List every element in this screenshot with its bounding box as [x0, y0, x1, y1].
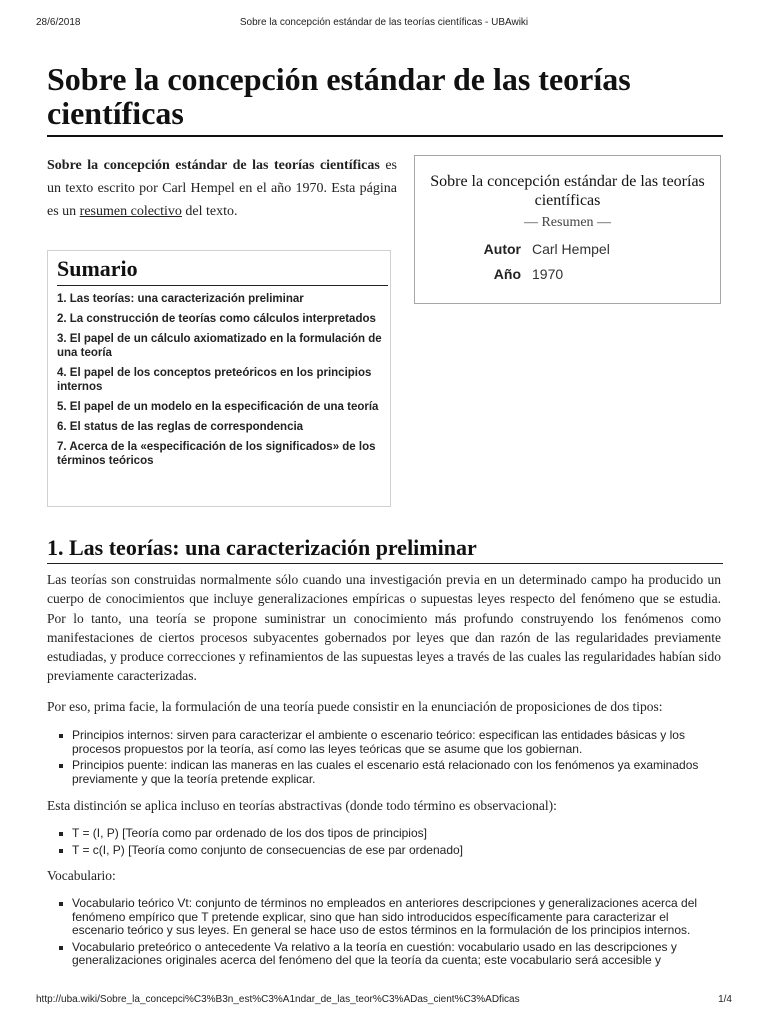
- toc-item[interactable]: 4. El papel de los conceptos preteóricos en los principios internos: [57, 367, 372, 393]
- list-item: Vocabulario preteórico o antecedente Va relativo a la teoría en cuestión: vocabulario usado en las descripciones y generalizaciones originales acerca del fenómeno del que la teoría da cuenta; este vocabulario será accesible y: [47, 941, 721, 968]
- print-page-number: 1/4: [718, 994, 732, 1005]
- infobox: [414, 155, 721, 304]
- intro-text-1: es un texto escrito por Carl Hempel en el año 1970. Esta página es un: [47, 158, 398, 219]
- infobox-label: Autor: [483, 241, 521, 257]
- infobox-subtitle: — Resumen —: [523, 215, 612, 230]
- toc-item[interactable]: 1. Las teorías: una caracterización preliminar: [57, 293, 304, 305]
- print-header: [36, 17, 732, 31]
- intro-paragraph: [47, 154, 397, 223]
- infobox-label: Año: [493, 266, 521, 282]
- list-item: Principios internos: sirven para caracterizar el ambiente o escenario teórico: especifican las entidades básicas y los procesos propuestos por la teoría, así como las leyes teóricas que se asume que los gobiernan.: [47, 729, 721, 756]
- table-of-contents: [47, 250, 391, 507]
- print-page-title: Sobre la concepción estándar de las teorías científicas - UBAwiki: [239, 17, 529, 28]
- infobox-row-autor: [415, 241, 720, 261]
- toc-item[interactable]: 3. El papel de un cálculo axiomatizado en la formulación de una teoría: [57, 333, 382, 359]
- resumen-colectivo-link[interactable]: resumen colectivo: [79, 204, 182, 219]
- section-1-title: 1. Las teorías: una caracterización preliminar: [47, 535, 477, 560]
- print-url: http://uba.wiki/Sobre_la_concepci%C3%B3n_est%C3%A1ndar_de_las_teor%C3%ADas_cient%C3%ADficas: [36, 994, 520, 1005]
- section-divider: [47, 563, 723, 564]
- title-divider: [47, 135, 723, 137]
- paragraph: Las teorías son construidas normalmente sólo cuando una investigación previa en un determinado campo ha producido un cuerpo de conocimientos que incluye generalizaciones empíricas o supuestas leyes respecto del fenómeno que se estudia. Por lo tanto, una teoría se propone suministrar un conocimiento más profundo construyendo los fenómenos como manifestaciones de ciertos procesos subyacentes gobernados por leyes que dan razón de las regularidades previamente estudiadas, y produce correcciones y refinamientos de las supuestas leyes a través de las cuales las regularidades habían sido previamente caracterizadas.: [47, 572, 721, 684]
- toc-item[interactable]: 7. Acerca de la «especificación de los significados» de los términos teóricos: [57, 441, 376, 467]
- toc-item[interactable]: 2. La construcción de teorías como cálculos interpretados: [57, 313, 376, 325]
- infobox-value: Carl Hempel: [532, 241, 610, 257]
- paragraph: Vocabulario:: [47, 868, 116, 883]
- intro-bold-title: Sobre la concepción estándar de las teorías científicas: [47, 158, 380, 173]
- theory-definitions-list: [47, 827, 721, 860]
- list-item: Principios puente: indican las maneras en las cuales el escenario está relacionado con los fenómenos ya examinados previamente y que la teoría pretende explicar.: [47, 759, 721, 786]
- list-item: Vocabulario teórico Vt: conjunto de términos no empleados en anteriores descripciones y generalizaciones acerca del fenómeno empírico que T pretende explicar, sino que han sido introducidos específicamente para caracterizar el escenario teórico y sus leyes. En general se hace uso de estos términos en la formulación de los principios internos.: [47, 897, 721, 938]
- intro-text-2: del texto.: [181, 204, 238, 219]
- infobox-row-ano: [415, 266, 720, 286]
- list-item: T = c(I, P) [Teoría como conjunto de consecuencias de ese par ordenado]: [47, 844, 721, 858]
- toc-title: Sumario: [57, 256, 138, 281]
- print-footer: [36, 994, 732, 1008]
- toc-list: [57, 292, 387, 474]
- vocabulary-list: [47, 897, 721, 985]
- toc-divider: [57, 285, 388, 286]
- principles-list: [47, 729, 721, 789]
- toc-item[interactable]: 5. El papel de un modelo en la especificación de una teoría: [57, 401, 379, 413]
- infobox-title: Sobre la concepción estándar de las teorías científicas: [430, 173, 705, 209]
- paragraph: Esta distinción se aplica incluso en teorías abstractivas (donde todo término es observacional):: [47, 798, 557, 813]
- paragraph: Por eso, prima facie, la formulación de una teoría puede consistir en la enunciación de proposiciones de dos tipos:: [47, 699, 663, 714]
- infobox-value: 1970: [532, 266, 564, 282]
- toc-item[interactable]: 6. El status de las reglas de correspondencia: [57, 421, 304, 433]
- list-item: T = (I, P) [Teoría como par ordenado de los dos tipos de principios]: [47, 827, 721, 841]
- page-title: Sobre la concepción estándar de las teorías científicas: [47, 61, 631, 131]
- print-date: 28/6/2018: [36, 17, 81, 28]
